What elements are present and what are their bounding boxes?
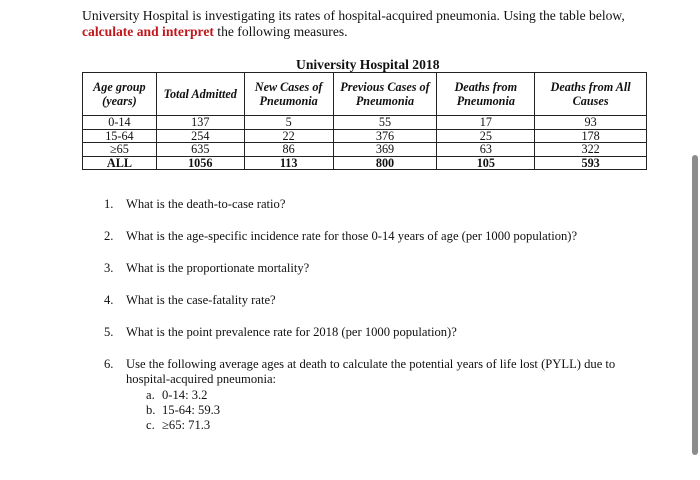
- sub-question-list: [126, 388, 649, 433]
- table-header-row: [83, 73, 647, 116]
- cell-age-group: 0-14: [83, 116, 157, 130]
- sub-question-letter: b.: [146, 403, 156, 417]
- cell-deaths-all: 178: [535, 129, 647, 143]
- intro-text-1: University Hospital is investigating its rates of hospital-acquired pneumonia. Using the table below,: [82, 8, 625, 23]
- question-number: 1.: [104, 197, 114, 211]
- table-row: [83, 116, 647, 130]
- cell-new-cases: 113: [244, 156, 333, 170]
- sub-question-item: [146, 388, 649, 403]
- question-number: 2.: [104, 229, 114, 243]
- question-number: 3.: [104, 261, 114, 275]
- sub-question-letter: a.: [146, 388, 155, 402]
- cell-total-admitted: 254: [156, 129, 244, 143]
- cell-total-admitted: 1056: [156, 156, 244, 170]
- table-row: [83, 129, 647, 143]
- cell-age-group: ALL: [83, 156, 157, 170]
- header-new-cases: New Cases of Pneumonia: [244, 73, 333, 116]
- question-number: 5.: [104, 325, 114, 339]
- cell-new-cases: 22: [244, 129, 333, 143]
- question-text: What is the age-specific incidence rate for those 0-14 years of age (per 1000 population)?: [126, 229, 578, 243]
- question-item: [104, 229, 649, 244]
- question-item: [104, 261, 649, 276]
- header-age-group: Age group (years): [83, 73, 157, 116]
- question-list: [104, 197, 649, 450]
- header-total-admitted: Total Admitted: [156, 73, 244, 116]
- cell-deaths-all: 322: [535, 143, 647, 157]
- question-text: What is the proportionate mortality?: [126, 261, 310, 275]
- cell-total-admitted: 137: [156, 116, 244, 130]
- question-text: Use the following average ages at death to calculate the potential years of life lost (PYLL) due to hospital-acquired pneumonia:: [126, 357, 616, 386]
- cell-deaths-all: 593: [535, 156, 647, 170]
- table-row: [83, 143, 647, 157]
- scrollbar[interactable]: [692, 155, 698, 455]
- cell-deaths-pneumonia: 25: [437, 129, 535, 143]
- question-number: 6.: [104, 357, 114, 371]
- header-deaths-pneumonia: Deaths from Pneumonia: [437, 73, 535, 116]
- cell-age-group: ≥65: [83, 143, 157, 157]
- question-text: What is the point prevalence rate for 2018 (per 1000 population)?: [126, 325, 457, 339]
- header-deaths-all: Deaths from All Causes: [535, 73, 647, 116]
- question-item: [104, 293, 649, 308]
- sub-question-letter: c.: [146, 418, 155, 432]
- cell-new-cases: 86: [244, 143, 333, 157]
- cell-previous-cases: 376: [333, 129, 437, 143]
- cell-total-admitted: 635: [156, 143, 244, 157]
- question-item: [104, 325, 649, 340]
- sub-question-text: 15-64: 59.3: [162, 403, 221, 417]
- sub-question-item: [146, 418, 649, 433]
- cell-deaths-all: 93: [535, 116, 647, 130]
- sub-question-text: 0-14: 3.2: [162, 388, 208, 402]
- data-table: [82, 72, 647, 170]
- sub-question-item: [146, 403, 649, 418]
- cell-previous-cases: 55: [333, 116, 437, 130]
- table-total-row: [83, 156, 647, 170]
- cell-deaths-pneumonia: 17: [437, 116, 535, 130]
- intro-text-2: the following measures.: [217, 24, 348, 39]
- cell-deaths-pneumonia: 63: [437, 143, 535, 157]
- cell-previous-cases: 369: [333, 143, 437, 157]
- question-text: What is the death-to-case ratio?: [126, 197, 286, 211]
- cell-new-cases: 5: [244, 116, 333, 130]
- question-number: 4.: [104, 293, 114, 307]
- intro-emphasis: calculate and interpret: [82, 24, 214, 39]
- cell-previous-cases: 800: [333, 156, 437, 170]
- cell-age-group: 15-64: [83, 129, 157, 143]
- question-item: [104, 197, 649, 212]
- question-text: What is the case-fatality rate?: [126, 293, 276, 307]
- header-previous-cases: Previous Cases of Pneumonia: [333, 73, 437, 116]
- intro-paragraph: [82, 8, 662, 40]
- question-item: [104, 357, 649, 433]
- cell-deaths-pneumonia: 105: [437, 156, 535, 170]
- sub-question-text: ≥65: 71.3: [162, 418, 211, 432]
- table-title: University Hospital 2018: [296, 57, 440, 72]
